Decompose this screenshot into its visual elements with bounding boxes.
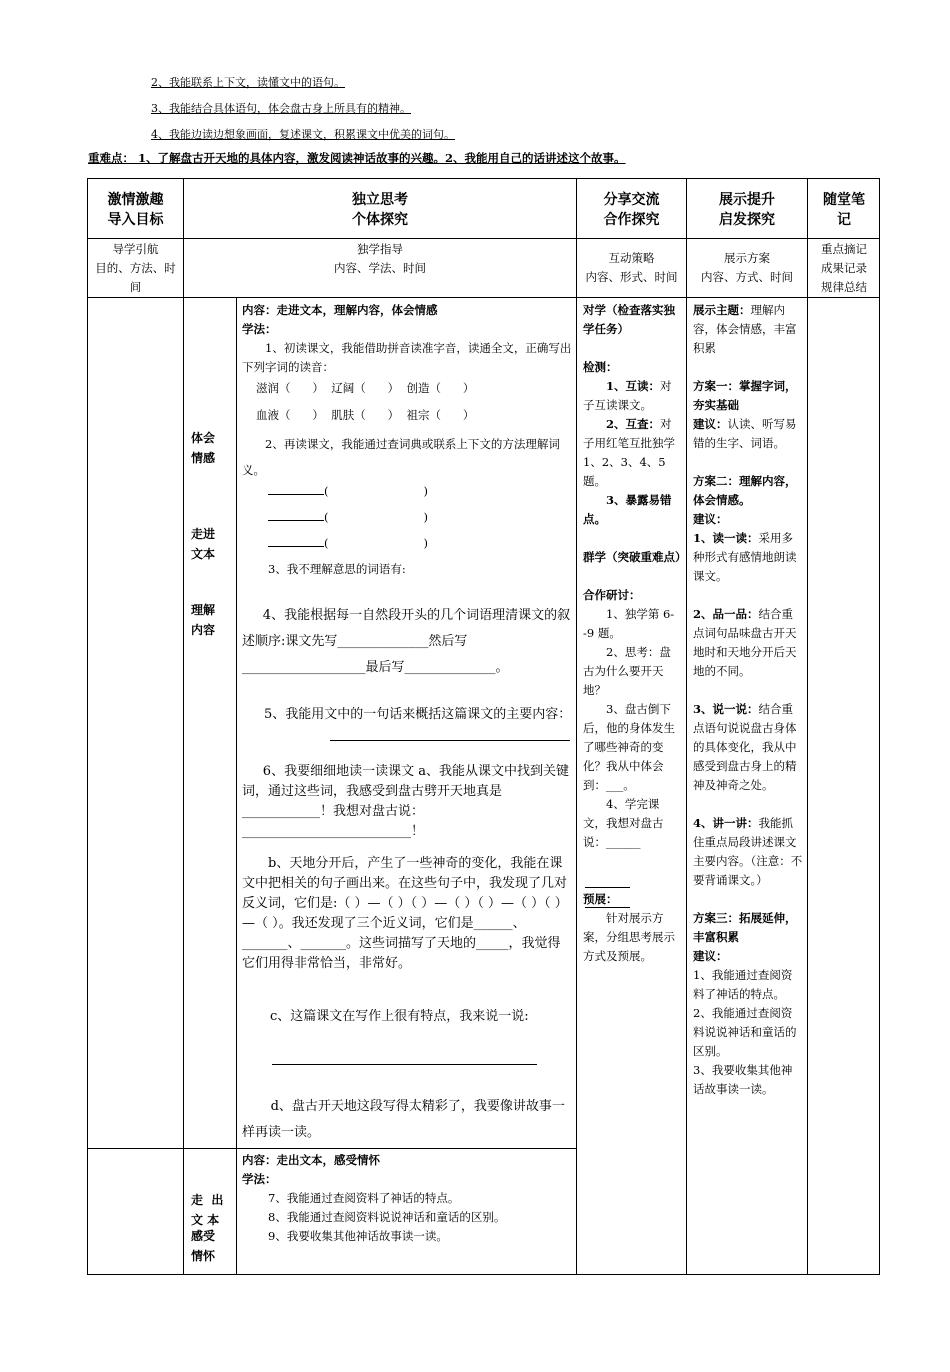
header-col-4: 展示提升 启发探究: [719, 192, 775, 228]
header-col-1: 激情激趣 导入目标: [107, 192, 164, 228]
side-label-emotion: 感受 情怀: [191, 1229, 216, 1263]
side-label-exit-text: 走 出 文 本: [191, 1193, 224, 1227]
paren-line-2: ( ): [268, 508, 428, 527]
question-5: 5、我能用文中的一句话来概括这篇课文的主要内容：: [264, 707, 572, 722]
header-col-2: 独立思考 个体探究: [352, 192, 408, 228]
subheader-col-1: 导学引航 目的、方法、时 间: [95, 242, 176, 294]
answer-line: [272, 1064, 537, 1065]
exit-text-content: 内容：走出文本，感受情怀 学法： 7、我能通过查阅资料了神话的特点。 8、我能通过查阅资料说说神话和童话的区别。 9、我要收集其他神话故事读一读。: [242, 1153, 506, 1243]
subheader-col-4: 展示方案 内容、方式、时间: [701, 251, 793, 284]
paren-line-1: ( ): [268, 482, 428, 501]
question-6d: d、盘古开天地这段写得太精彩了，我要像讲故事一样再读一读。: [242, 1099, 565, 1140]
side-label-enter-text: 走进 文本: [191, 527, 216, 561]
goal-4: 4、我能边读边想象画面，复述课文，积累课文中优美的词句。: [151, 128, 455, 141]
goal-2: 2、我能联系上下文，读懂文中的语句。: [151, 76, 345, 89]
subheader-col-5: 重点摘记 成果记录 规律总结: [821, 242, 867, 294]
header-col-5: 随堂笔 记: [823, 192, 865, 228]
share-column: 对学（检查落实独学任务） 检测： 1、互读：对子互读课文。 2、互查：对子用红笔互批独学1、2、3、4、5题。 3、暴露易错点。 群学（突破重难点） 合作研讨： 1、独学第 6--9 题。 2、思考：盘古为什么要开天地？ 3、盘古倒下后，他的身体发生了哪些神奇的变化？我从中体会到：___。 4、学完课文，我想对盘古说：______ 预展： 针对展示方案，分组思考展示方式及预展。: [583, 303, 687, 963]
subheader-col-3: 互动策略 内容、形式、时间: [585, 251, 678, 284]
header-col-3: 分享交流 合作探究: [603, 192, 660, 228]
question-6b: b、天地分开后，产生了一些神奇的变化，我能在课文中把相关的句子画出来。在这些句子中，我发现了几对反义词，它们是:（ ）—（ ）（ ）—（ ）（ ）—（ ）（ ）—（ ）。我还发现了三个近义词，它们是______、_______、_______。这些词描写了天地的_____，我觉得它们用得非常恰当，非常好。: [242, 856, 568, 971]
question-6c: c、这篇课文在写作上很有特点，我来说一说:: [270, 1009, 529, 1024]
side-label-feel: 体会 情感: [191, 431, 216, 465]
goal-3: 3、我能结合具体语句，体会盘古身上所具有的精神。: [151, 102, 411, 115]
question-6a: 6、我要细细地读一读课文 a、我能从课文中找到关键词，通过这些词，我感受到盘古劈开天地真是 ____________！我想对盘古说：__________________________！: [242, 764, 569, 839]
key-points: 重难点： 1、了解盘古开天地的具体内容，激发阅读神话故事的兴趣。2、我能用自己的话讲述这个故事。: [88, 151, 626, 165]
side-label-understand: 理解 内容: [191, 603, 216, 637]
subheader-col-2: 独学指导 内容、学法、时间: [334, 242, 426, 275]
paren-line-3: ( ): [268, 534, 428, 553]
question-3: 3、我不理解意思的词语有:: [268, 562, 406, 576]
self-study-content: 内容：走进文本，理解内容，体会情感 学法： 1、初读课文，我能借助拼音读准字音，读通全文，正确写出下列字词的读音： 滋润（ ） 辽阔（ ） 创造（ ） 血液（ ） 肌肤（ ） 祖宗（ ） 2、再读课文，我能通过查词典或联系上下文的方法理解词义。: [242, 303, 572, 477]
question-4: 4、我能根据每一自然段开头的几个词语理清课文的叙述顺序:课文先写______________然后写___________________最后写______________。: [242, 608, 571, 675]
show-column: 展示主题：理解内容，体会情感，丰富积累 方案一：掌握字词，夯实基础 建议：认读、听写易错的生字、词语。 方案二：理解内容，体会情感。 建议： 1、读一读：采用多种形式有感情地朗读课文。 2、品一品：结合重点词句品味盘古开天地时和天地分开后天地的不同。 3、说一说：结合重点语句说说盘古身体的具体变化，我从中感受到盘古身上的精神及神奇之处。 4、讲一讲：我能抓住重点局段讲述课文主要内容。（注意：不要背诵课文。） 方案三：拓展延伸，丰富积累 建议： 1、我能通过查阅资料了神话的特点。 2、我能通过查阅资料说说神话和童话的区别。 3、我要收集其他神话故事读一读。: [693, 303, 803, 1096]
